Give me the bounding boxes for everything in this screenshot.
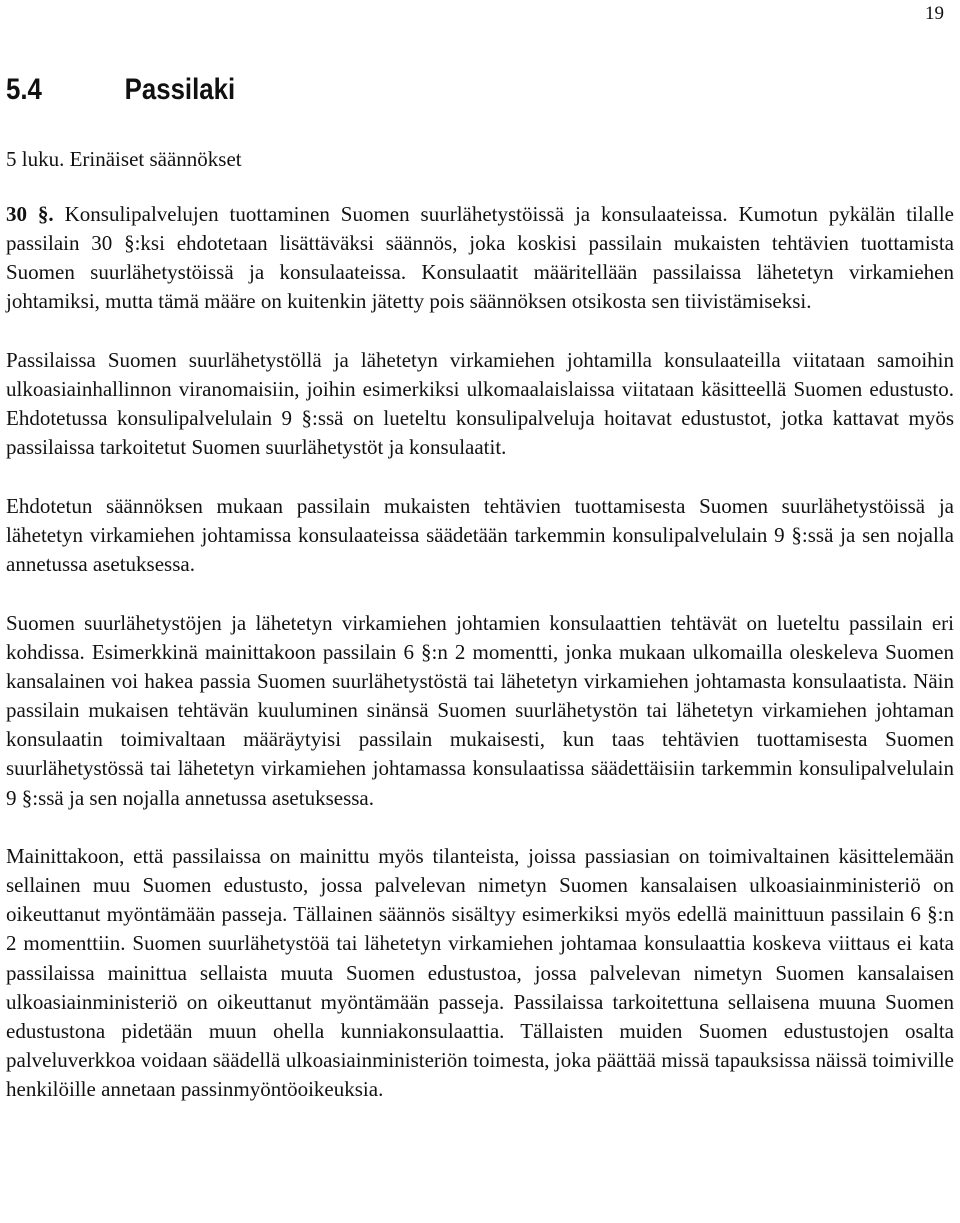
- paragraph-text: Konsulipalvelujen tuottaminen Suomen suurlähetystöissä ja konsulaateissa. Kumotun pykälän tilalle passilain 30 §:ksi ehdotetaan lisättäväksi säännös, joka koskisi passilain mukaisten tehtävien tuottamista Suomen suurlähetystöissä ja konsulaateissa. Konsulaatit määritellään passilaissa lähetetyn virkamiehen johtamiksi, mutta tämä määre on kuitenkin jätetty pois säännöksen otsikosta sen tiivistämiseksi.: [6, 202, 955, 314]
- body-text: [6, 200, 954, 1104]
- paragraph-saannos: Ehdotetun säännöksen mukaan passilain mukaisten tehtävien tuottamisesta Suomen suurlähetystöissä ja lähetetyn virkamiehen johtamissa konsulaateissa säädetään tarkemmin konsulipalvelulain 9 §:ssä ja sen nojalla annetussa asetuksessa.: [6, 493, 954, 577]
- section-title: [6, 72, 235, 108]
- paragraph-30-section: [6, 200, 954, 317]
- section-title-text: Passilaki: [124, 73, 236, 106]
- paragraph-edustusto: Passilaissa Suomen suurlähetystöllä ja lähetetyn virkamiehen johtamilla konsulaateilla viitataan samoihin ulkoasiainhallinnon viranomaisiin, joihin esimerkiksi ulkomaalaislaissa viitataan käsitteellä Suomen edustusto. Ehdotetussa konsulipalvelulain 9 §:ssä on lueteltu konsulipalveluja hoitavat edustustot, jotka kattavat myös passilaissa tarkoitetut Suomen suurlähetystöt ja konsulaatit.: [6, 347, 954, 460]
- paragraph-tehtavat: Suomen suurlähetystöjen ja lähetetyn virkamiehen johtamien konsulaattien tehtävät on lueteltu passilain eri kohdissa. Esimerkkinä mainittakoon passilain 6 §:n 2 momentti, jonka mukaan ulkomailla oleskeleva Suomen kansalainen voi hakea passia Suomen suurlähetystöstä tai lähetetyn virkamiehen johtamasta konsulaatista. Näin passilain mukaisen tehtävän kuuluminen sinänsä Suomen suurlähetystön tai lähetetyn virkamiehen johtaman konsulaatin toimivaltaan määräytyisi passilain mukaisesti, kun taas tehtävien tuottamisesta Suomen suurlähetystössä tai lähetetyn virkamiehen johtamassa konsulaatissa säädettäisiin tarkemmin konsulipalvelulain 9 §:ssä ja sen nojalla annetussa asetuksessa.: [6, 610, 954, 810]
- page-number: 19: [925, 3, 944, 24]
- chapter-heading: 5 luku. Erinäiset säännökset: [6, 147, 242, 171]
- paragraph-muu-edustusto: Mainittakoon, että passilaissa on mainittu myös tilanteista, joissa passiasian on toimivaltainen käsittelemään sellainen muu Suomen edustusto, jossa palvelevan nimetyn Suomen kansalaisen ulkoasiainministeriö on oikeuttanut myöntämään passeja. Tällainen säännös sisältyy esimerkiksi myös edellä mainittuun passilain 6 §:n 2 momenttiin. Suomen suurlähetystöä tai lähetetyn virkamiehen johtamaa konsulaattia koskeva viittaus ei kata passilaissa mainittua sellaista muuta Suomen edustustoa, jossa palvelevan nimetyn Suomen kansalaisen ulkoasiainministeriö on oikeuttanut myöntämään passeja. Passilaissa tarkoitettuna sellaisena muuna Suomen edustustona pidetään muun ohella kunniakonsulaattia. Tällaisten muiden Suomen edustustojen osalta palveluverkkoa voidaan säädellä ulkoasiainministeriön toimesta, joka päättää missä tapauksissa näissä toimiville henkilöille annetaan passinmyöntöoikeuksia.: [6, 844, 954, 1102]
- section-30-label: 30 §.: [6, 202, 54, 226]
- section-number: 5.4: [6, 73, 42, 106]
